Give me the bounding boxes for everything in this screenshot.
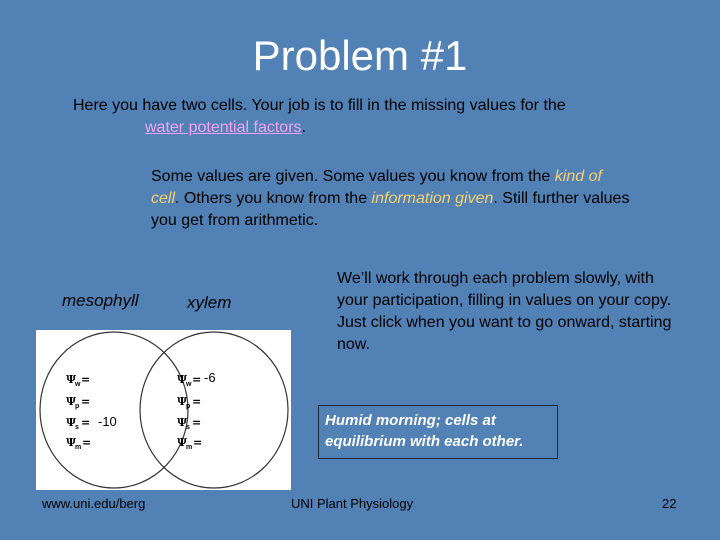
slide-title: Problem #1 <box>252 32 468 79</box>
svg-text:m: m <box>186 444 193 451</box>
right-psi-p-row <box>177 395 201 410</box>
svg-text:Ψ: Ψ <box>66 373 77 386</box>
svg-text:s: s <box>186 424 190 431</box>
footer-course: UNI Plant Physiology <box>291 496 414 511</box>
givens-text-3: . Still further values you get from arithmetic. <box>151 190 630 229</box>
left-psi-m-row <box>66 436 91 451</box>
walkthrough-paragraph: We’ll work through each problem slowly, with your participation, filling in values on your copy. Just click when you want to go onward, starting now. <box>337 270 672 353</box>
left-psi-s-row <box>66 416 90 431</box>
svg-text:w: w <box>75 381 81 388</box>
mesophyll-label: mesophyll <box>62 291 139 310</box>
svg-text:=: = <box>192 416 202 429</box>
intro-text <box>73 95 673 139</box>
svg-text:p: p <box>75 403 80 410</box>
svg-text:=: = <box>193 436 203 449</box>
svg-text:Ψ: Ψ <box>66 416 77 429</box>
svg-text:=: = <box>81 373 91 386</box>
condition-box: Humid morning; cells at equilibrium with each other. <box>318 405 558 459</box>
givens-text-2: . Others you know from the <box>175 190 368 207</box>
mesophyll-psi-s-value: -10 <box>98 414 117 429</box>
xylem-psi-w-value: -6 <box>204 370 216 385</box>
givens-paragraph <box>151 166 631 232</box>
svg-text:Ψ: Ψ <box>66 436 77 449</box>
mesophyll-cell-outline <box>40 332 191 488</box>
svg-text:Ψ: Ψ <box>66 395 77 408</box>
xylem-label: xylem <box>187 293 232 312</box>
right-psi-w-row <box>177 373 201 388</box>
left-psi-w-row <box>66 373 90 388</box>
footer-url: www.uni.edu/berg <box>42 496 146 511</box>
two-cell-diagram <box>36 330 291 490</box>
svg-text:Ψ: Ψ <box>177 395 188 408</box>
svg-text:=: = <box>81 416 91 429</box>
left-psi-p-row <box>66 395 90 410</box>
svg-text:=: = <box>81 395 91 408</box>
information-given-highlight: information given <box>371 190 494 207</box>
svg-text:m: m <box>75 444 82 451</box>
xylem-cell-outline <box>140 332 288 488</box>
page-number: 22 <box>662 496 677 511</box>
svg-text:=: = <box>192 373 202 386</box>
right-psi-m-row <box>177 436 202 451</box>
svg-text:Ψ: Ψ <box>177 373 188 386</box>
water-potential-link[interactable]: water potential factors <box>145 119 302 136</box>
svg-text:p: p <box>186 403 191 410</box>
svg-text:=: = <box>192 395 202 408</box>
svg-text:Ψ: Ψ <box>177 436 188 449</box>
svg-text:w: w <box>186 381 192 388</box>
svg-text:s: s <box>75 424 79 431</box>
svg-text:=: = <box>82 436 92 449</box>
givens-text-1: Some values are given. Some values you know from the <box>151 168 551 185</box>
intro-period: . <box>301 119 306 136</box>
right-psi-s-row <box>177 416 201 431</box>
cells-svg <box>36 330 291 490</box>
kind-of-cell-highlight: kind of cell <box>151 168 602 207</box>
intro-line: Here you have two cells. Your job is to fill in the missing values for the <box>73 97 566 114</box>
svg-text:Ψ: Ψ <box>177 416 188 429</box>
